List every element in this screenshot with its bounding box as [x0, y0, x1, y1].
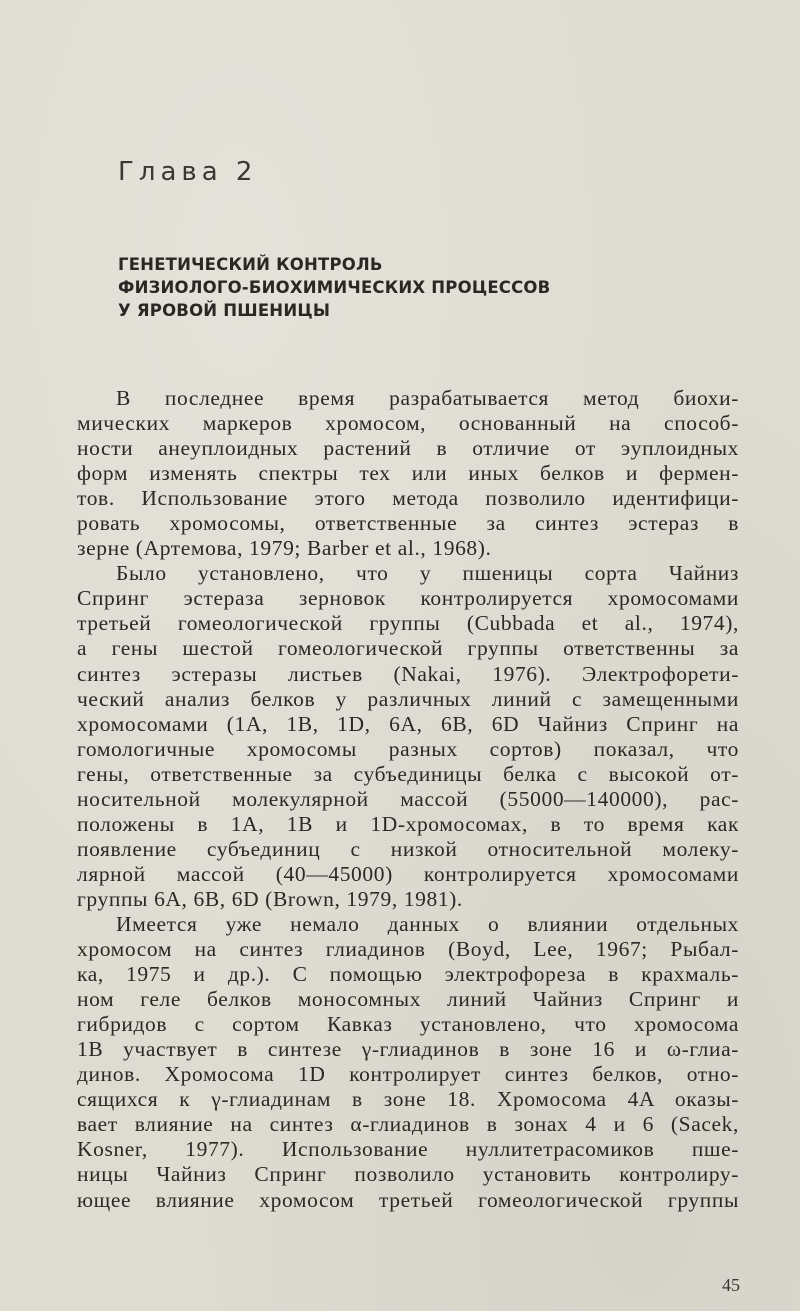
body-text [77, 386, 739, 1213]
text-line: Имеется уже немало данных о влиянии отдельных [116, 911, 739, 936]
text-line: хромосом на синтез глиадинов (Boyd, Lee, 1967; Рыбал- [77, 937, 739, 962]
text-line: вает влияние на синтез α-глиадинов в зонах 4 и 6 (Sacek, [77, 1112, 739, 1137]
text-line: ческий анализ белков у различных линий с замещенными [77, 686, 739, 711]
text-line: форм изменять спектры тех или иных белков и фермен- [77, 461, 739, 486]
chapter-label: Глава 2 [118, 157, 258, 187]
chapter-heading [118, 253, 550, 322]
text-line: появление субъединиц с низкой относительной молеку- [77, 836, 739, 861]
text-line: лярной массой (40—45000) контролируется хромосомами [77, 861, 739, 886]
text-line: ровать хромосомы, ответственные за синтез эстераз в [77, 511, 739, 536]
text-line: гены, ответственные за субъединицы белка с высокой от- [77, 761, 739, 786]
text-line: гибридов с сортом Кавказ установлено, что хромосома [77, 1012, 739, 1037]
text-line: зерне (Артемова, 1979; Barber et al., 1968). [77, 536, 492, 561]
text-line: ка, 1975 и др.). С помощью электрофореза в крахмаль- [77, 962, 739, 987]
text-line: ности анеуплоидных растений в отличие от эуплоидных [77, 436, 739, 461]
text-line: положены в 1A, 1B и 1D-хромосомах, в то время как [77, 811, 739, 836]
text-line: тов. Использование этого метода позволило идентифици- [77, 486, 739, 511]
text-line: третьей гомеологической группы (Cubbada et al., 1974), [77, 611, 739, 636]
text-line: группы 6A, 6B, 6D (Brown, 1979, 1981). [77, 886, 463, 911]
text-line: а гены шестой гомеологической группы ответственны за [77, 636, 739, 661]
heading-line: ГЕНЕТИЧЕСКИЙ КОНТРОЛЬ [118, 255, 383, 274]
text-line: гомологичные хромосомы разных сортов) показал, что [77, 736, 739, 761]
text-line: Kosner, 1977). Использование нуллитетрасомиков пше- [77, 1137, 739, 1162]
text-line: Было установлено, что у пшеницы сорта Чайниз [116, 561, 739, 586]
text-line: ницы Чайниз Спринг позволило установить контролиру- [77, 1162, 739, 1187]
text-line: В последнее время разрабатывается метод биохи- [116, 386, 739, 410]
heading-line: У ЯРОВОЙ ПШЕНИЦЫ [118, 301, 331, 320]
page-number: 45 [722, 1275, 740, 1295]
text-line: Спринг эстераза зерновок контролируется хромосомами [77, 586, 739, 611]
text-line: носительной молекулярной массой (55000—140000), рас- [77, 786, 739, 811]
text-line: 1B участвует в синтезе γ-глиадинов в зоне 16 и ω-глиа- [77, 1037, 739, 1062]
text-line: синтез эстеразы листьев (Nakai, 1976). Электрофорети- [77, 661, 739, 686]
heading-line: ФИЗИОЛОГО-БИОХИМИЧЕСКИХ ПРОЦЕССОВ [118, 278, 551, 297]
text-line: динов. Хромосома 1D контролирует синтез белков, отно- [77, 1062, 739, 1087]
text-line: ном геле белков моносомных линий Чайниз Спринг и [77, 987, 739, 1012]
text-line: сящихся к γ-глиадинам в зоне 18. Хромосома 4A оказы- [77, 1087, 739, 1112]
text-line: ющее влияние хромосом третьей гомеологической группы [77, 1187, 739, 1212]
text-line: хромосомами (1A, 1B, 1D, 6A, 6B, 6D Чайниз Спринг на [77, 711, 739, 736]
text-line: мических маркеров хромосом, основанный на способ- [77, 411, 739, 436]
